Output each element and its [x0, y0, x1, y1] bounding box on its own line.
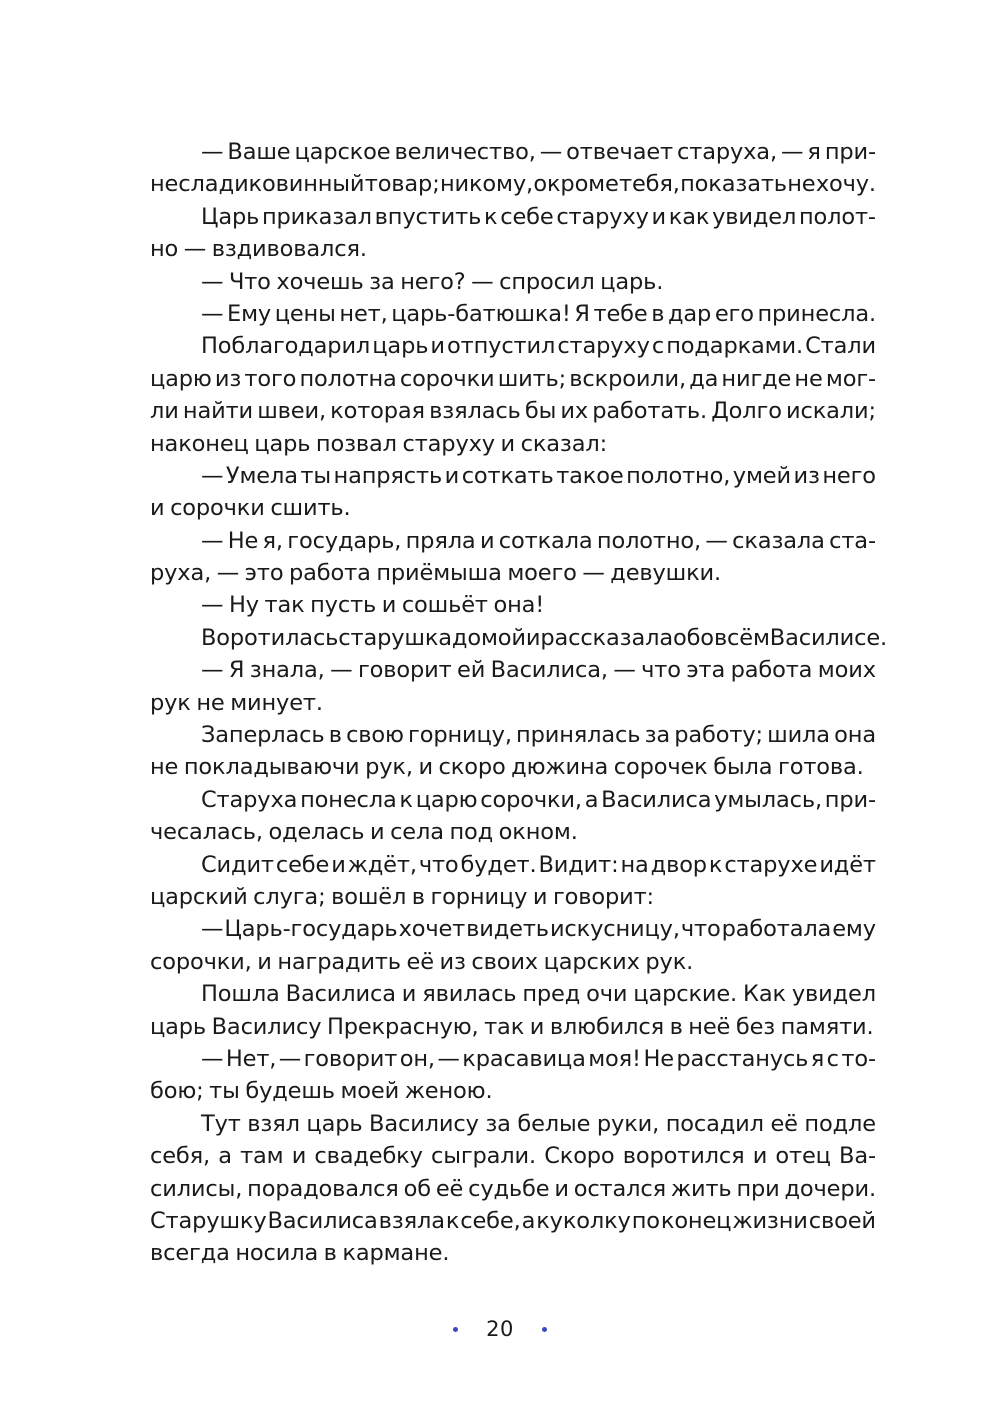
- text-line: бою; ты будешь моей женою.: [150, 1078, 493, 1105]
- text-line: — Я знала, — говорит ей Василиса, — что эта работа моих: [201, 657, 876, 684]
- text-line: Старуха понесла к царю сорочки, а Василиса умылась, при-: [201, 786, 876, 813]
- text-line: — Не я, государь, пряла и соткала полотно, — сказала ста-: [201, 527, 876, 554]
- text-line: Заперлась в свою горницу, принялась за работу; шила она: [201, 722, 876, 749]
- text-line: царю из того полотна сорочки шить; вскроили, да нигде не мог-: [150, 365, 876, 392]
- text-line: — Ну так пусть и сошьёт она!: [201, 592, 545, 619]
- text-line: чесалась, оделась и села под окном.: [150, 819, 578, 846]
- text-line: — Царь-государь хочет видеть искусницу, что работала ему: [201, 916, 876, 943]
- text-line: но — вздивовался.: [150, 236, 367, 263]
- text-line: царь Василису Прекрасную, так и влюбился в неё без памяти.: [150, 1013, 874, 1040]
- text-line: — Ваше царское величество, — отвечает старуха, — я при-: [201, 139, 876, 165]
- text-line: Тут взял царь Василису за белые руки, посадил её подле: [201, 1110, 876, 1137]
- text-line: сорочки, и наградить её из своих царских рук.: [150, 948, 694, 975]
- text-line: наконец царь позвал старуху и сказал:: [150, 430, 608, 457]
- text-line: — Нет, — говорит он, — красавица моя! Не расстанусь я с то-: [201, 1045, 876, 1072]
- text-line: Воротилась старушка домой и рассказала обо всём Василисе.: [201, 624, 888, 651]
- text-line: — Что хочешь за него? — спросил царь.: [201, 268, 664, 295]
- page-footer: [0, 1313, 1000, 1345]
- right-dot-ornament: [542, 1327, 547, 1332]
- text-line: Поблагодарил царь и отпустил старуху с подарками. Стали: [201, 333, 876, 360]
- text-line: себя, а там и свадебку сыграли. Скоро воротился и отец Ва-: [150, 1143, 876, 1170]
- text-line: Старушку Василиса взяла к себе, а куколку по конец жизни своей: [150, 1207, 876, 1234]
- text-line: ли найти швеи, которая взялась бы их работать. Долго искали;: [150, 398, 876, 425]
- left-dot-ornament: [453, 1327, 458, 1332]
- page-number: 20: [486, 1317, 514, 1341]
- text-line: силисы, порадовался об её судьбе и остался жить при дочери.: [150, 1175, 876, 1202]
- text-line: не покладываючи рук, и скоро дюжина сорочек была готова.: [150, 754, 864, 781]
- text-line: Царь приказал впустить к себе старуху и как увидел полот-: [201, 203, 876, 230]
- text-line: Пошла Василиса и явилась пред очи царские. Как увидел: [201, 981, 876, 1008]
- text-line: царский слуга; вошёл в горницу и говорит:: [150, 883, 654, 910]
- text-line: рук не минует.: [150, 689, 323, 716]
- page-body: [150, 136, 888, 1270]
- text-line: Сидит себе и ждёт, что будет. Видит: на двор к старухе идёт: [201, 851, 876, 878]
- text-line: и сорочки сшить.: [150, 495, 351, 522]
- text-line: всегда носила в кармане.: [150, 1240, 450, 1267]
- text-line: — Ему цены нет, царь-батюшка! Я тебе в дар его принесла.: [201, 300, 876, 327]
- text-line: несла диковинный товар; никому, окроме тебя, показать не хочу.: [150, 171, 876, 198]
- text-line: руха, — это работа приёмыша моего — девушки.: [150, 560, 722, 587]
- text-line: — Умела ты напрясть и соткать такое полотно, умей из него: [201, 462, 876, 489]
